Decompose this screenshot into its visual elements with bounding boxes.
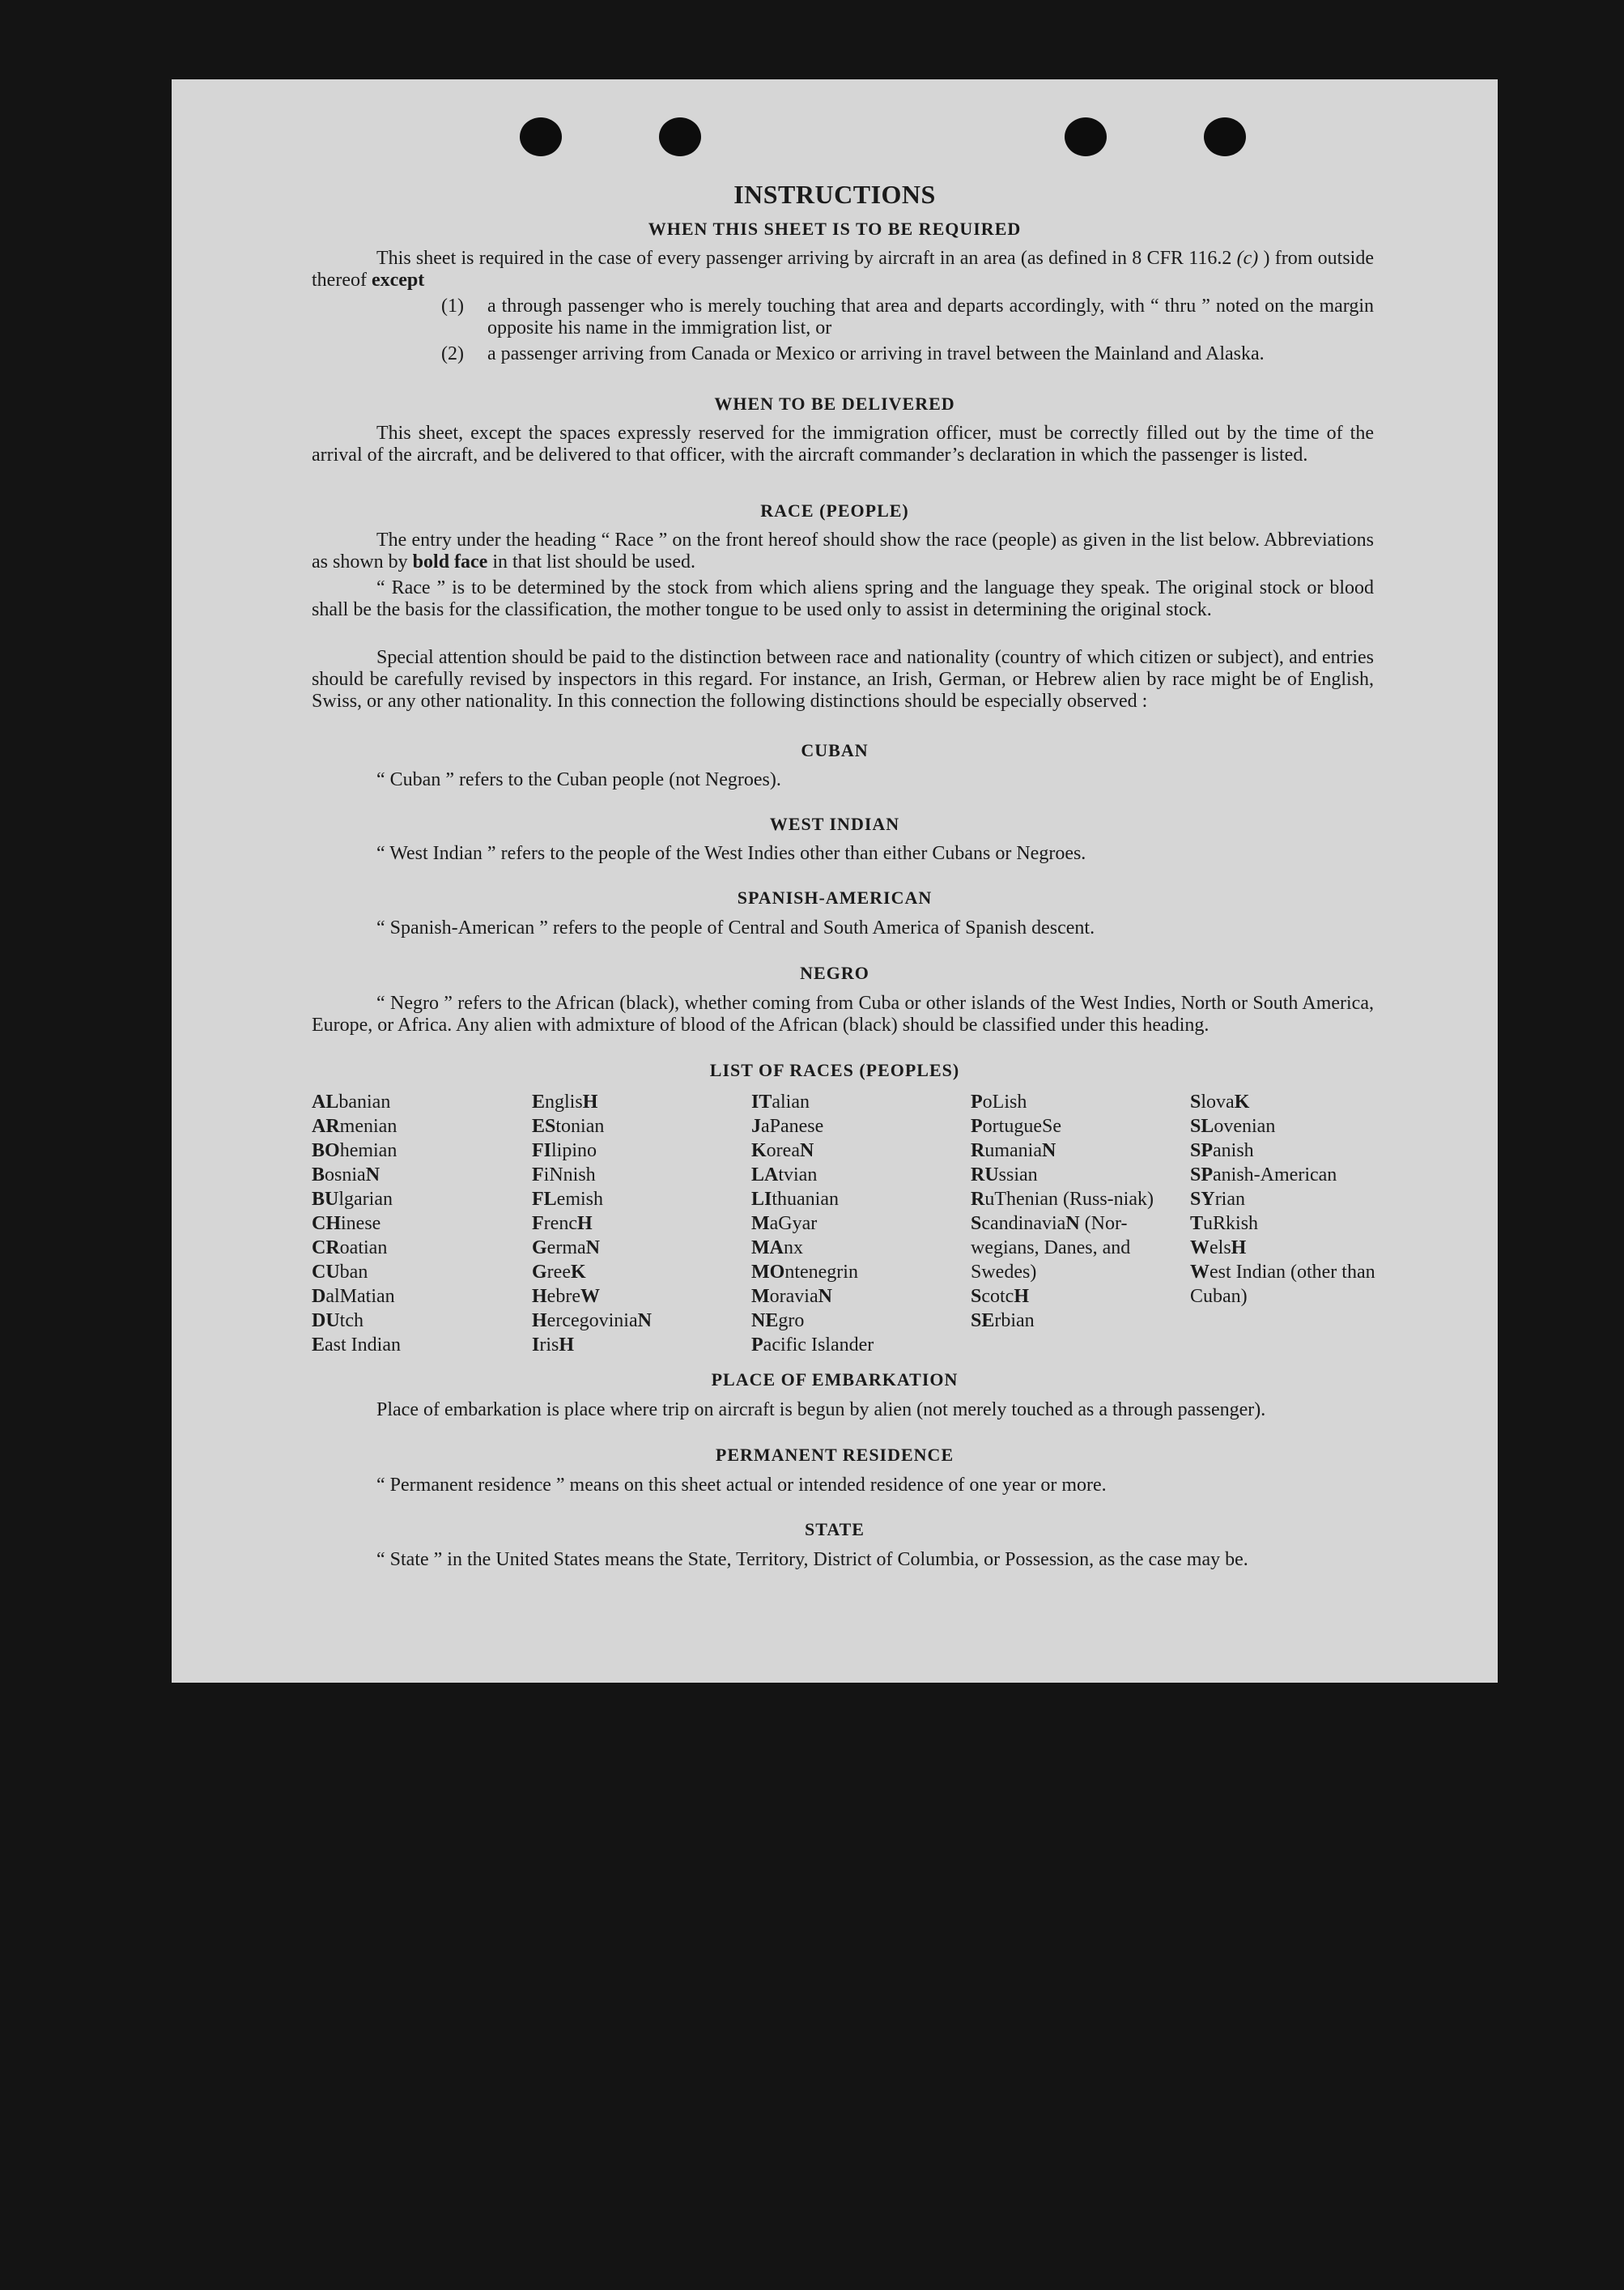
heading-west-indian: WEST INDIAN — [769, 814, 900, 834]
heading-permanent-residence: PERMANENT RESIDENCE — [715, 1445, 954, 1465]
race-entry: BosniaN — [312, 1164, 380, 1185]
race-list-column-5 — [1190, 1090, 1384, 1309]
race-entry: PortugueSe — [971, 1116, 1061, 1137]
race-entry: BOhemian — [312, 1140, 397, 1161]
race-entry: RumaniaN — [971, 1140, 1056, 1161]
race-entry: BUlgarian — [312, 1189, 393, 1210]
heading-when-delivered: WHEN TO BE DELIVERED — [714, 394, 955, 414]
heading-state: STATE — [805, 1519, 865, 1539]
race-entry: East Indian — [312, 1334, 401, 1356]
race-entry: EStonian — [532, 1116, 605, 1137]
paragraph-race-1: The entry under the heading “ Race ” on the front hereof should show the race (people) as given in the list below. Abbreviations as shown by bold face in that list should be used. — [312, 530, 1374, 572]
race-entry: FrencH — [532, 1213, 593, 1234]
race-entry: LAtvian — [751, 1164, 818, 1185]
race-entry: West Indian (other than Cuban) — [1190, 1262, 1375, 1307]
race-entry: CHinese — [312, 1213, 381, 1234]
race-entry: LIthuanian — [751, 1189, 839, 1210]
exception-item-2: (2) a passenger arriving from Canada or Mexico or arriving in travel between the Mainland and Alaska. — [441, 343, 1265, 364]
paragraph-when-required: This sheet is required in the case of every passenger arriving by aircraft in an area (as defined in 8 CFR 116.2 (c) ) from outside thereof except — [312, 248, 1375, 291]
race-entry: ARmenian — [312, 1116, 397, 1137]
race-entry: ALbanian — [312, 1092, 391, 1113]
race-entry: MoraviaN — [751, 1286, 832, 1307]
punch-hole — [520, 117, 562, 156]
race-list-column-1 — [312, 1090, 522, 1357]
race-entry: PoLish — [971, 1092, 1027, 1113]
punch-hole — [1065, 117, 1107, 156]
race-entry: HebreW — [532, 1286, 600, 1307]
race-entry: KoreaN — [751, 1140, 814, 1161]
race-entry: CRoatian — [312, 1237, 388, 1258]
race-entry: SLovenian — [1190, 1116, 1276, 1137]
race-entry: GreeK — [532, 1262, 586, 1283]
race-entry: EnglisH — [532, 1092, 598, 1113]
race-entry: SPanish-American — [1190, 1164, 1337, 1185]
race-entry: FLemish — [532, 1189, 603, 1210]
paragraph-cuban: “ Cuban ” refers to the Cuban people (not Negroes). — [376, 769, 781, 790]
heading-list-of-races: LIST OF RACES (PEOPLES) — [709, 1060, 960, 1080]
race-list-column-3 — [751, 1090, 962, 1357]
paragraph-residence: “ Permanent residence ” means on this sheet actual or intended residence of one year or more. — [376, 1475, 1107, 1496]
race-entry: ScandinaviaN (Nor-wegians, Danes, and Swedes) — [971, 1213, 1131, 1283]
race-entry: SPanish — [1190, 1140, 1254, 1161]
race-entry: GermaN — [532, 1237, 600, 1258]
race-entry: FIlipino — [532, 1140, 597, 1161]
race-entry: MOntenegrin — [751, 1262, 858, 1283]
race-entry: Pacific Islander — [751, 1334, 874, 1356]
race-entry: DalMatian — [312, 1286, 395, 1307]
exception-item-1: (1) a through passenger who is merely touching that area and departs accordingly, with “ thru ” noted on the margin opposite his name in the immigration list, or — [441, 296, 1374, 338]
race-entry: MAnx — [751, 1237, 803, 1258]
race-entry: RuThenian (Russ-niak) — [971, 1189, 1154, 1210]
paragraph-race-2: “ Race ” is to be determined by the stock from which aliens spring and the language they speak. The original stock or blood shall be the basis for the classification, the mother tongue to be used only to assist in determining the original stock. — [312, 577, 1374, 620]
paragraph-west-indian: “ West Indian ” refers to the people of the West Indies other than either Cubans or Negroes. — [376, 843, 1086, 864]
race-entry: IrisH — [532, 1334, 575, 1356]
punch-hole — [659, 117, 701, 156]
race-list-column-2 — [532, 1090, 742, 1357]
race-entry: SlovaK — [1190, 1092, 1250, 1113]
heading-cuban: CUBAN — [801, 740, 869, 760]
race-entry: JaPanese — [751, 1116, 824, 1137]
race-entry: TuRkish — [1190, 1213, 1259, 1234]
page-title: INSTRUCTIONS — [733, 180, 936, 209]
race-entry: WelsH — [1190, 1237, 1247, 1258]
race-entry: DUtch — [312, 1310, 363, 1331]
race-entry: NEgro — [751, 1310, 805, 1331]
race-list-column-4 — [971, 1090, 1165, 1333]
paragraph-spanish-american: “ Spanish-American ” refers to the people of Central and South America of Spanish descent. — [376, 917, 1095, 939]
paragraph-state: “ State ” in the United States means the State, Territory, District of Columbia, or Possession, as the case may be. — [376, 1549, 1248, 1570]
heading-race: RACE (PEOPLE) — [760, 500, 909, 521]
race-entry: ITalian — [751, 1092, 810, 1113]
race-entry: ScotcH — [971, 1286, 1030, 1307]
heading-place-of-embarkation: PLACE OF EMBARKATION — [711, 1369, 959, 1390]
race-entry: CUban — [312, 1262, 368, 1283]
heading-when-required: WHEN THIS SHEET IS TO BE REQUIRED — [648, 219, 1022, 239]
paragraph-when-delivered: This sheet, except the spaces expressly reserved for the immigration officer, must be correctly filled out by the time of the arrival of the aircraft, and be delivered to that officer, with the aircraft commander’s declaration in which the passenger is listed. — [312, 423, 1374, 466]
heading-spanish-american: SPANISH-AMERICAN — [737, 887, 933, 908]
race-entry: RUssian — [971, 1164, 1038, 1185]
race-entry: SErbian — [971, 1310, 1035, 1331]
paragraph-negro: “ Negro ” refers to the African (black), whether coming from Cuba or other islands of the West Indies, North or South America, Europe, or Africa. Any alien with admixture of blood of the African (black) should be classified under this heading. — [312, 993, 1374, 1036]
instruction-sheet — [172, 79, 1498, 1683]
race-entry: HercegoviniaN — [532, 1310, 652, 1331]
race-entry: SYrian — [1190, 1189, 1245, 1210]
paragraph-embarkation: Place of embarkation is place where trip on aircraft is begun by alien (not merely touched as a through passenger). — [376, 1399, 1266, 1420]
punch-hole — [1204, 117, 1246, 156]
race-entry: MaGyar — [751, 1213, 818, 1234]
heading-negro: NEGRO — [800, 963, 869, 983]
race-entry: FiNnish — [532, 1164, 596, 1185]
paragraph-race-3: Special attention should be paid to the distinction between race and nationality (country of which citizen or subject), and entries should be carefully revised by inspectors in this regard. For instance, an Irish, German, or Hebrew alien by race might be of English, Swiss, or any other nationality. In this connection the following distinctions should be especially observed : — [312, 647, 1374, 712]
